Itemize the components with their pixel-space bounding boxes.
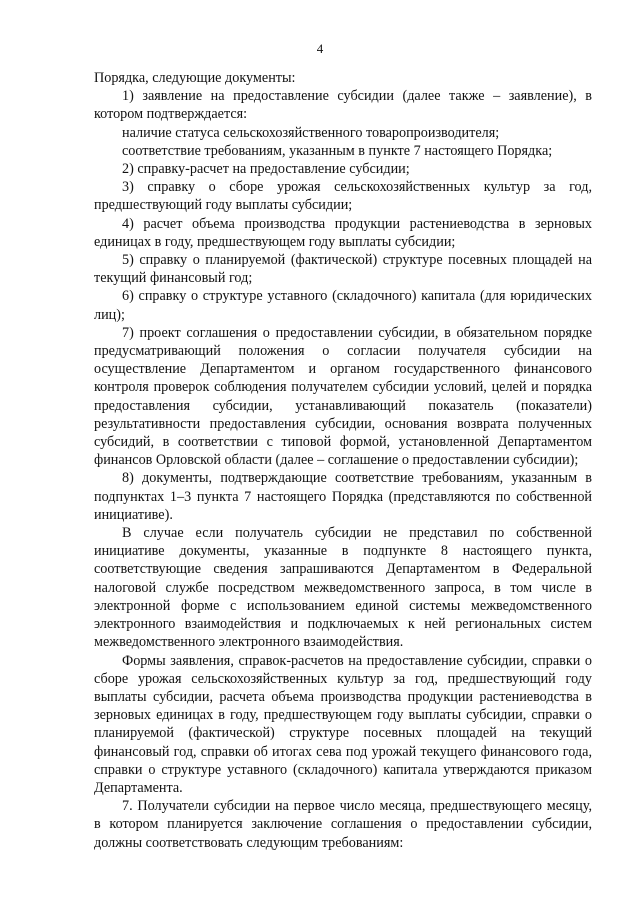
paragraph-item-2: 2) справку-расчет на предоставление субсидии;	[122, 161, 410, 178]
paragraph-forms: Формы заявления, справок-расчетов на предоставление субсидии, справки о сборе урожая сельскохозяйственных культур за год, предшествующий году выплаты субсидии, расчета объема производства продукции растениеводства в зерновых единицах в году, предшествующем году выплаты субсидии, справки о планируемой (фактической) структуре посевных площадей на текущий финансовый год, справки об итогах сева под урожай текущего финансового года, справки о структуре уставного (складочного) капитала утверждаются приказом Департамента.	[94, 652, 592, 796]
paragraph-item-6: 6) справку о структуре уставного (складочного) капитала (для юридических лиц);	[94, 288, 592, 323]
paragraph-status: наличие статуса сельскохозяйственного товаропроизводителя;	[122, 124, 500, 141]
paragraph-interagency-request: В случае если получатель субсидии не представил по собственной инициативе документы, указанные в подпункте 8 настоящего пункта, соответствующие сведения запрашиваются Департаментом в Федеральной налоговой службе посредством межведомственного запроса, в том числе в электронной форме с использованием единой системы межведомственного электронного взаимодействия и подключаемых к ней региональных систем межведомственного электронного взаимодействия.	[94, 525, 592, 651]
document-body	[94, 69, 592, 852]
page-number: 4	[316, 41, 324, 56]
paragraph-item-5: 5) справку о планируемой (фактической) структуре посевных площадей на текущий финансовый год;	[94, 252, 592, 287]
paragraph-item-3: 3) справку о сборе урожая сельскохозяйственных культур за год, предшествующий году выплаты субсидии;	[94, 179, 592, 214]
paragraph-item-1: 1) заявление на предоставление субсидии (далее также – заявление), в котором подтверждается:	[94, 88, 592, 123]
paragraph-item-7: 7) проект соглашения о предоставлении субсидии, в обязательном порядке предусматривающий положения о согласии получателя субсидии на осуществление Департаментом и органом государственного финансового контроля проверок соблюдения получателем субсидии условий, целей и порядка предоставления субсидии, устанавливающий показатель (показатели) результативности предоставления субсидии, основания возврата полученных субсидий, в соответствии с типовой формой, установленной Департаментом финансов Орловской области (далее – соглашение о предоставлении субсидии);	[94, 324, 592, 469]
paragraph-intro: Порядка, следующие документы:	[94, 70, 296, 86]
paragraph-item-4: 4) расчет объема производства продукции растениеводства в зерновых единицах в году, предшествующем году выплаты субсидии;	[94, 215, 592, 250]
paragraph-item-8: 8) документы, подтверждающие соответствие требованиям, указанным в подпунктах 1–3 пункта 7 настоящего Порядка (представляются по собственной инициативе).	[94, 470, 592, 523]
paragraph-compliance: соответствие требованиям, указанным в пункте 7 настоящего Порядка;	[122, 142, 553, 159]
paragraph-section-7: 7. Получатели субсидии на первое число месяца, предшествующего месяцу, в котором планируется заключение соглашения о предоставлении субсидии, должны соответствовать следующим требованиям:	[94, 798, 592, 851]
